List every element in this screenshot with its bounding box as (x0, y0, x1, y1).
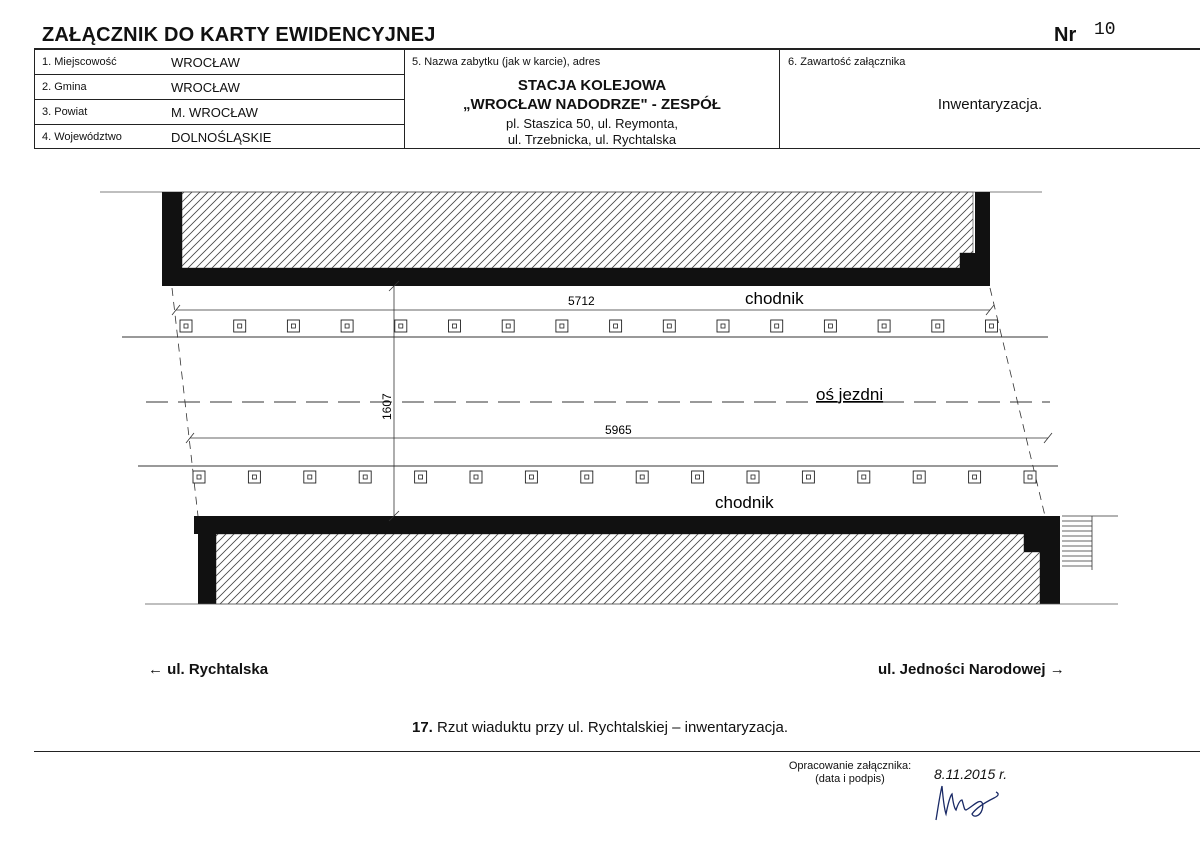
pillar-marker (717, 320, 729, 332)
pillar-marker (415, 471, 427, 483)
pillar-marker (193, 471, 205, 483)
pillar-marker (878, 320, 890, 332)
pillar-marker (802, 471, 814, 483)
pillar-marker (692, 471, 704, 483)
pillar-marker (636, 471, 648, 483)
pillar-marker (287, 320, 299, 332)
caption-text: Rzut wiaduktu przy ul. Rychtalskiej – inwentaryzacja. (432, 719, 788, 736)
pillar-marker (525, 471, 537, 483)
preparation-label-line2: (data i podpis) (815, 773, 885, 785)
bottom-abutment (145, 516, 1118, 604)
pillar-marker (824, 320, 836, 332)
field-label-gmina: 2. Gmina (42, 81, 87, 93)
dimension-top-label: 5712 (568, 294, 595, 308)
handwritten-signature (928, 780, 1008, 826)
pillar-marker (470, 471, 482, 483)
number-value: 10 (1094, 20, 1116, 40)
sidewalk-label-top: chodnik (745, 289, 804, 308)
pillar-marker (248, 471, 260, 483)
pillars-bottom-row (193, 471, 1036, 483)
pillar-marker (395, 320, 407, 332)
field-label-wojewodztwo: 4. Województwo (42, 131, 122, 143)
pillar-marker (359, 471, 371, 483)
pillar-marker (556, 320, 568, 332)
caption-number: 17. (411, 719, 433, 736)
pillar-marker (771, 320, 783, 332)
pillar-marker (234, 320, 246, 332)
street-label-right: ul. Jedności Narodowej → (878, 661, 1065, 678)
pillar-marker (581, 471, 593, 483)
pillar-marker (1024, 471, 1036, 483)
field-label-miejscowosc: 1. Miejscowość (42, 56, 117, 68)
address-line2: ul. Trzebnicka, ul. Rychtalska (507, 132, 677, 147)
pillar-marker (610, 320, 622, 332)
pillar-marker (969, 471, 981, 483)
number-label: Nr (1054, 24, 1077, 46)
pillar-marker (858, 471, 870, 483)
pillar-marker (180, 320, 192, 332)
preparation-label (780, 760, 920, 786)
preparation-label-line1: Opracowanie załącznika: (788, 760, 912, 772)
pillar-marker (913, 471, 925, 483)
pillars-top-row (180, 320, 998, 332)
preparation-date: 8.11.2015 r. (934, 766, 1008, 782)
dimension-vertical-label: 1607 (380, 393, 394, 420)
figure-caption (0, 719, 1200, 736)
monument-name-line2: „WROCŁAW NADODRZE" - ZESPÓŁ (463, 96, 721, 113)
field-label-nazwa: 5. Nazwa zabytku (jak w karcie), adres (412, 56, 601, 68)
field-label-zawartosc: 6. Zawartość załącznika (788, 56, 906, 68)
page-title: ZAŁĄCZNIK DO KARTY EWIDENCYJNEJ (42, 24, 436, 46)
pillar-marker (449, 320, 461, 332)
monument-name-line1: STACJA KOLEJOWA (517, 77, 667, 94)
field-value-miejscowosc: WROCŁAW (171, 55, 240, 70)
field-value-wojewodztwo: DOLNOŚLĄSKIE (171, 130, 272, 145)
field-label-powiat: 3. Powiat (42, 106, 88, 118)
street-label-left: ← ul. Rychtalska (148, 661, 269, 678)
pillar-marker (663, 320, 675, 332)
address-line1: pl. Staszica 50, ul. Reymonta, (506, 116, 678, 131)
pillar-marker (932, 320, 944, 332)
contents-value: Inwentaryzacja. (937, 96, 1043, 113)
top-abutment (100, 192, 1042, 286)
pillar-marker (304, 471, 316, 483)
pillar-marker (341, 320, 353, 332)
field-value-powiat: M. WROCŁAW (171, 105, 258, 120)
sidewalk-label-bottom: chodnik (715, 493, 774, 512)
dimension-bottom-label: 5965 (605, 423, 632, 437)
pillar-marker (986, 320, 998, 332)
road-axis-label: oś jezdni (816, 385, 884, 404)
pillar-marker (747, 471, 759, 483)
footer-rule (34, 751, 1200, 752)
field-value-gmina: WROCŁAW (171, 80, 240, 95)
pillar-marker (502, 320, 514, 332)
